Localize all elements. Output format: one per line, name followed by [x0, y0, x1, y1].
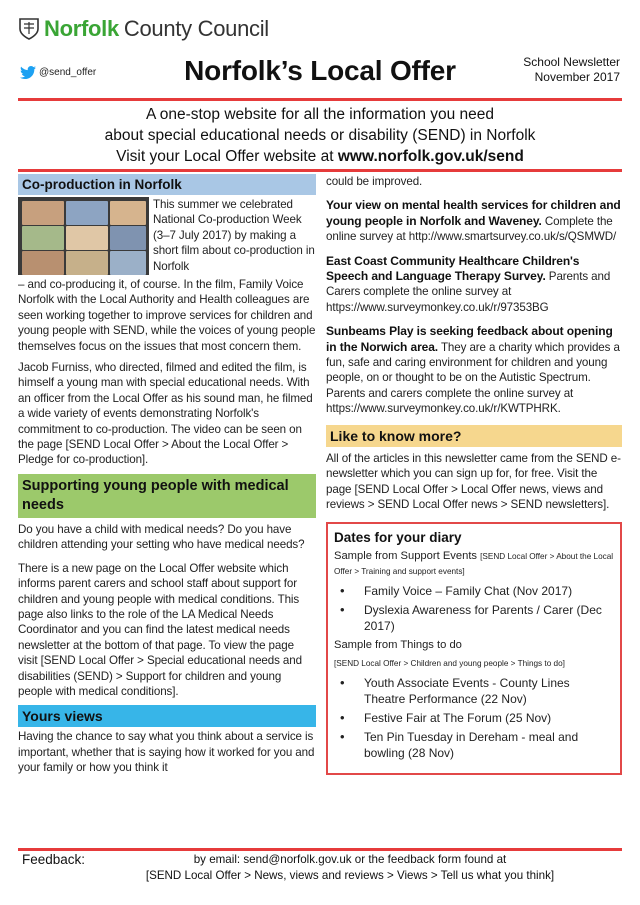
- survey-item: [326, 324, 622, 416]
- council-crest-icon: [18, 17, 40, 41]
- survey-title: Your view on mental health services for children and young people in Norfolk and Waveney.: [326, 198, 621, 228]
- coproduction-intro-text: This summer we celebrated National Co-production Week (3–7 July 2017) by making a short film about co-production in Norfolk: [153, 198, 315, 273]
- survey-text: Complete the online survey at http://www.smartsurvey.co.uk/s/QSMWD/: [326, 214, 617, 244]
- list-item: • Festive Fair at The Forum (25 Nov): [334, 710, 614, 726]
- know-more-heading: Like to know more?: [326, 425, 622, 447]
- feedback-text: [0, 852, 640, 884]
- bottom-divider: [18, 848, 622, 851]
- list-item: • Ten Pin Tuesday in Dereham - meal and bowling (28 Nov): [334, 729, 614, 761]
- coproduction-paragraph-1: – and co-producing it, of course. In the film, Family Voice Norfolk with the Local Authority and Health colleagues are seen working together to improve services for children and young people with SEND, while the voices of young people themselves focus on the issues that most concern them.: [18, 278, 316, 353]
- views-continued: could be improved.: [326, 175, 423, 188]
- tagline-line-2: about special educational needs or disability (SEND) in Norfolk: [104, 127, 536, 144]
- survey-title: East Coast Community Healthcare Children's Speech and Language Therapy Survey.: [326, 253, 580, 284]
- things-to-do-path: [SEND Local Offer > Children and young people > Things to do]: [334, 659, 565, 669]
- support-events-list: [334, 583, 614, 634]
- newsletter-label: School Newsletter: [523, 55, 620, 69]
- tagline: [0, 104, 640, 167]
- local-offer-link[interactable]: www.norfolk.gov.uk/send: [337, 148, 524, 165]
- medical-heading: Supporting young people with medical needs: [18, 474, 316, 518]
- top-divider: [18, 98, 622, 101]
- support-events-intro: [334, 549, 614, 579]
- list-item: • Youth Associate Events - County Lines Theatre Performance (22 Nov): [334, 675, 614, 707]
- feedback-line-2: [SEND Local Offer > News, views and reviews > Views > Tell us what you think]: [145, 869, 555, 882]
- support-events-path: [SEND Local Offer > About the Local Offer > Training and support events]: [334, 552, 614, 577]
- twitter-handle-text: @send_offer: [39, 67, 97, 78]
- newsletter-date: November 2017: [534, 70, 620, 84]
- survey-text: They are a charity which provides a fun, safe and caring environment for children and young people, on or thought to be on the Autistic Spectrum. Parents and carers complete the online survey at https://www.surveymonkey.co.uk/r/KWTPHRK.: [326, 340, 620, 416]
- newsletter-header: [0, 0, 640, 100]
- coproduction-paragraph-2: Jacob Furniss, who directed, filmed and edited the film, is himself a young man with special educational needs. With an officer from the Local Offer as his sound man, he filmed a wide variety of events demonstrating Norfolk's commitment to co-production. The video can be seen on the page [SEND Local Offer > About the Local Offer > Pledge for co-production].: [18, 361, 313, 467]
- council-logo: [18, 16, 269, 42]
- know-more-text: All of the articles in this newsletter came from the SEND e-newsletter which you can sign up for, for free. Visit the page [SEND Local Offer > Local Offer news, views and reviews > SEND Local Offer news > SEND newsletters].: [326, 451, 621, 511]
- diary-heading: Dates for your diary: [334, 530, 462, 546]
- list-item: • Family Voice – Family Chat (Nov 2017): [334, 583, 614, 599]
- tagline-divider: [18, 169, 622, 172]
- coproduction-heading: Co-production in Norfolk: [18, 174, 316, 195]
- medical-paragraph-1: Do you have a child with medical needs? Do you have children attending your setting who have medical needs?: [18, 522, 305, 552]
- right-column: [326, 174, 622, 775]
- things-to-do-list: [334, 675, 614, 761]
- survey-item: [326, 254, 622, 316]
- support-intro-text: Sample from Support Events: [334, 550, 481, 563]
- survey-item: [326, 198, 622, 244]
- views-heading: Yours views: [18, 705, 316, 727]
- tagline-line-3: [0, 146, 640, 167]
- medical-paragraph-2: There is a new page on the Local Offer website which informs parent carers and school staff about support for children and young people with medical conditions. This page also links to the role of the LA Medical Needs Coordinator and you can find the latest medical needs newsletter at the bottom of that page. To view the page visit [SEND Local Offer > Special educational needs and disabilities (SEND) > Support for children and young people with medical conditions].: [18, 561, 302, 698]
- views-paragraph: Having the chance to say what you think about a service is important, whether that is saying how it worked for you and your family or how you think it: [18, 730, 315, 775]
- left-column: [18, 174, 316, 776]
- council-name-rest: County Council: [123, 16, 269, 41]
- list-item: • Dyslexia Awareness for Parents / Carer (Dec 2017): [334, 602, 614, 634]
- coproduction-video-thumbnail[interactable]: [18, 197, 149, 275]
- newsletter-edition: [523, 55, 620, 85]
- tagline-prefix: Visit your Local Offer website at: [116, 148, 338, 165]
- survey-text: Parents and Carers complete the online survey at https://www.surveymonkey.co.uk/r/97353BG: [326, 270, 611, 314]
- tagline-line-1: A one-stop website for all the information you need: [145, 106, 495, 123]
- feedback-line-1: by email: send@norfolk.gov.uk or the feedback form found at: [193, 853, 507, 866]
- coproduction-intro: [18, 197, 316, 277]
- things-to-do-intro: Sample from Things to do: [334, 639, 462, 652]
- survey-title: Sunbeams Play is seeking feedback about opening in the Norwich area.: [326, 324, 613, 354]
- feedback-label: Feedback:: [22, 852, 86, 867]
- council-name-bold: Norfolk: [44, 16, 119, 41]
- page-title: Norfolk’s Local Offer: [184, 55, 456, 86]
- diary-box: [326, 522, 622, 775]
